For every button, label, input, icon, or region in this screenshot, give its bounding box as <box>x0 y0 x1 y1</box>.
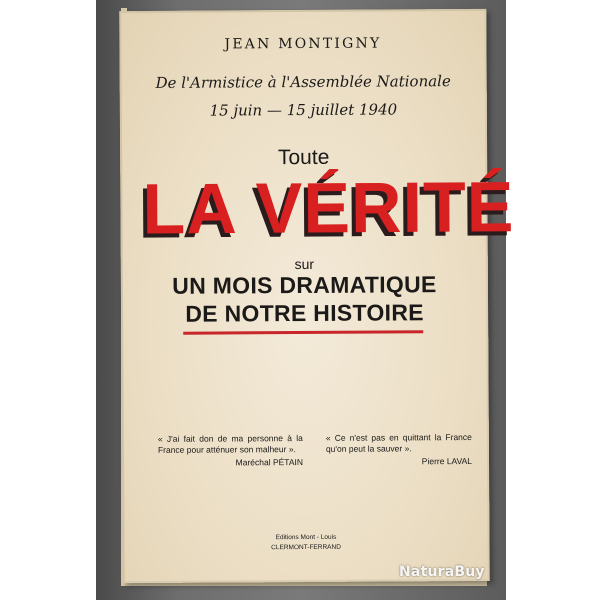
quote-author: Maréchal PÉTAIN <box>235 457 304 468</box>
title-connector: sur <box>294 255 315 273</box>
subtitle-dates: 15 juin — 15 juillet 1940 <box>209 100 398 120</box>
book-cover <box>119 9 515 583</box>
publisher-city: CLERMONT-FERRAND <box>271 543 341 552</box>
quote-petain <box>158 433 303 469</box>
title-prefix: Toute <box>277 145 330 170</box>
watermark-logo: NaturaBuy <box>399 564 485 580</box>
publisher-name: Editions Mont - Louis <box>275 533 337 542</box>
main-title: LA VÉRITÉ <box>142 166 515 249</box>
author-name: JEAN MONTIGNY <box>224 35 382 53</box>
quote-laval <box>326 432 472 468</box>
subtitle-line-1: De l'Armistice à l'Assemblée Nationale <box>155 72 451 92</box>
quote-author: Pierre LAVAL <box>421 455 473 467</box>
quote-text: « J'ai fait don de ma personne à la France pour atténuer son malheur ». <box>157 433 303 455</box>
secondary-title-line-1: UN MOIS DRAMATIQUE <box>172 271 437 299</box>
quote-text: « Ce n'est pas en quittant la France qu'on peut la sauver ». <box>325 431 472 454</box>
secondary-title-line-2: DE NOTRE HISTOIRE <box>185 299 424 327</box>
publisher <box>122 532 489 554</box>
red-underline <box>183 330 423 334</box>
